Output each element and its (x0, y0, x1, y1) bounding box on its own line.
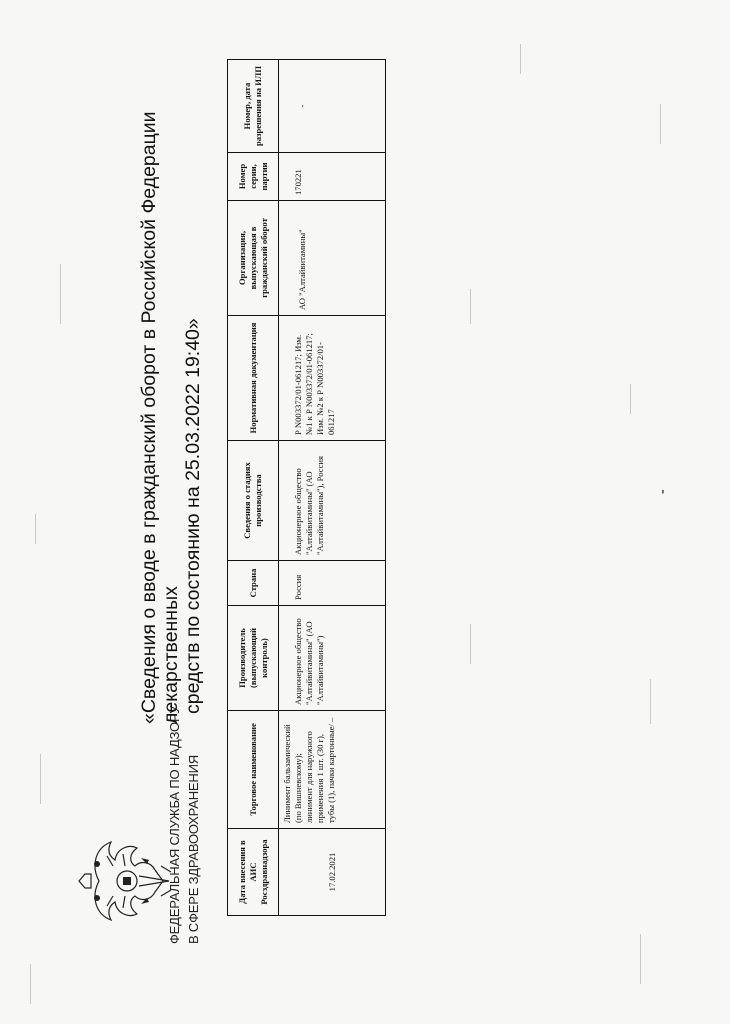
cell-production-stages: Акционерное общество "Алтайвитамины" (АО "Алтайвитамины"), Россия (279, 441, 386, 561)
table-row (279, 60, 386, 916)
column-header-production-stages: Сведения о стадиях производства (228, 441, 279, 561)
cell-date: 17.02.2021 (279, 829, 386, 916)
column-header-country: Страна (228, 561, 279, 606)
cell-trade-name: Линимент бальзамический (по Вишневскому); линимент для наружного применения 1 шт. (30 г), тубы (1), пачки картонные/ – (279, 711, 386, 829)
registry-table (227, 59, 386, 916)
title-line-1: «Сведения о вводе в гражданский оборот в Российской Федерации лекарственных (138, 111, 182, 724)
agency-line-2: В СФЕРЕ ЗДРАВООХРАНЕНИЯ (186, 755, 201, 944)
cell-releasing-org: АО "Алтайвитамины" (279, 201, 386, 316)
column-header-date: Дата внесения в АИС Росздравнадзора (228, 829, 279, 916)
column-header-trade-name: Торговое наименование (228, 711, 279, 829)
table-header-row (228, 60, 279, 916)
column-header-normative-docs: Нормативная документация (228, 316, 279, 441)
column-header-permit: Номер, дата разрешения на ИЛП (228, 60, 279, 153)
column-header-manufacturer: Производитель (выпускающий контроль) (228, 606, 279, 711)
cell-permit: - (279, 60, 386, 153)
agency-line-1: ФЕДЕРАЛЬНАЯ СЛУЖБА ПО НАДЗОРУ (167, 705, 182, 944)
column-header-releasing-org: Организация, выпускающая в гражданский оборот (228, 201, 279, 316)
column-header-batch: Номер серии, партии (228, 153, 279, 201)
stray-mark: - (655, 489, 670, 494)
double-headed-eagle-emblem-icon (77, 836, 177, 926)
cell-batch: 170221 (279, 153, 386, 201)
title-line-2: средств по состоянию на 25.03.2022 19:40» (182, 318, 204, 714)
document-title (138, 64, 204, 724)
cell-normative-docs: Р N003372/01-061217; Изм. №1 к Р N003372/01-061217; Изм. №2 к Р N003372/01-061217 (279, 316, 386, 441)
cell-country: Россия (279, 561, 386, 606)
cell-manufacturer: Акционерное общество "Алтайвитамины" (АО "Алтайвитамины") (279, 606, 386, 711)
